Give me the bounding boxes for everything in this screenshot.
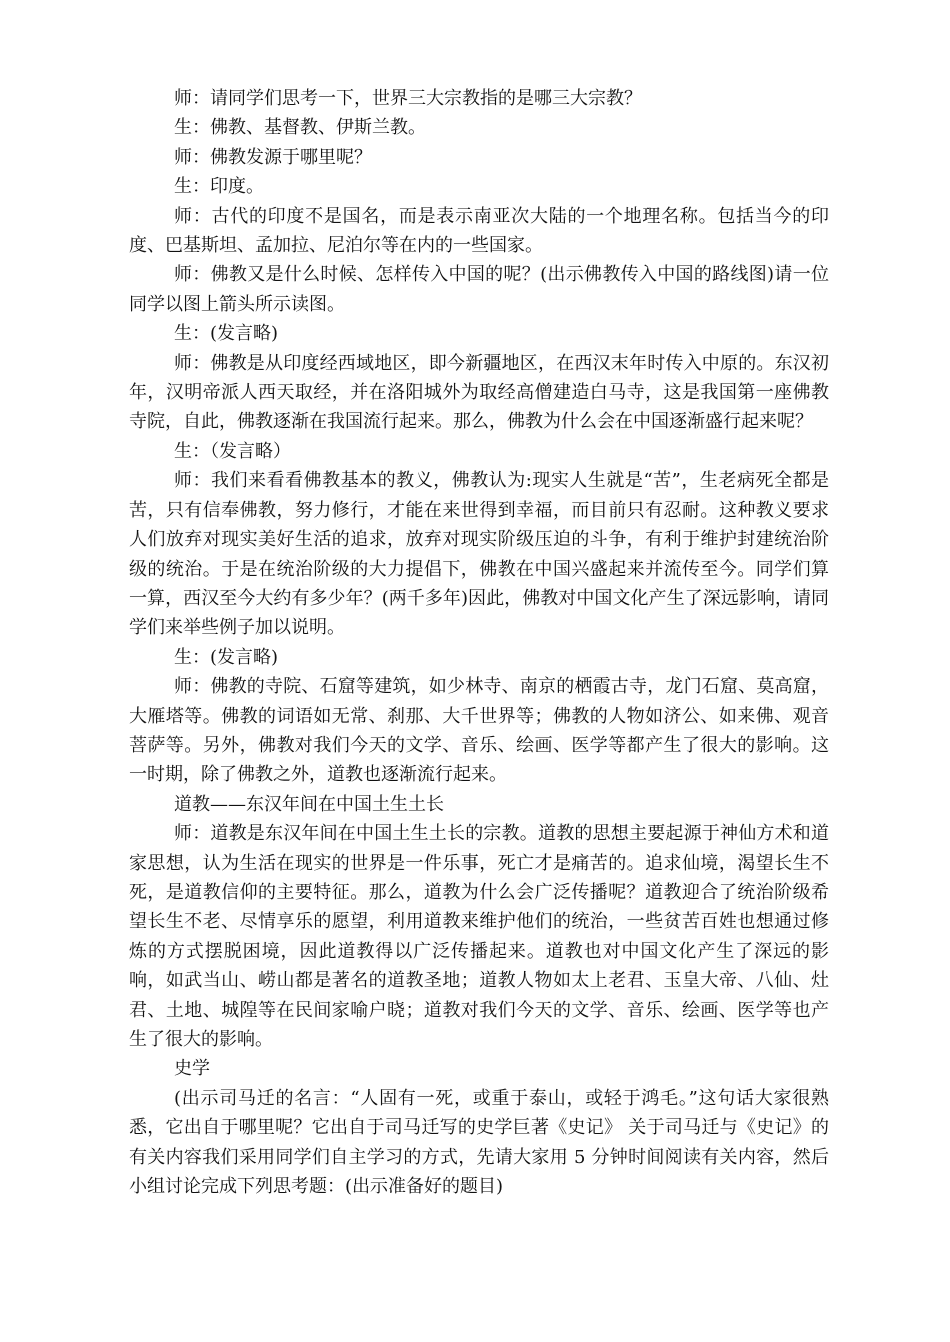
paragraph-student-speech-2: 生：（发言略） — [174, 440, 291, 462]
paragraph-sima-qian-quote: (出示司马迁的名言：“人固有一死，或重于泰山，或轻于鸿毛。”这句话大家很熟悉，它出自于哪里呢？它出自于司马迁写的史学巨著《史记》 关于司马迁与《史记》的有关内容我们采用同学们自主学习的方式，先请大家用 5 分钟时间阅读有关内容，然后小组讨论完成下列思考题：(出示准备好的题目) — [129, 1087, 829, 1198]
paragraph-teacher-spread-route: 师：佛教又是什么时候、怎样传入中国的呢？(出示佛教传入中国的路线图)请一位同学以图上箭头所示读图。 — [129, 264, 829, 315]
section-heading-historiography: 史学 — [174, 1058, 210, 1080]
paragraph-teacher-buddhism-history: 师：佛教是从印度经西域地区，即今新疆地区，在西汉末年时传入中原的。东汉初年，汉明帝派人西天取经，并在洛阳城外为取经高僧建造白马寺，这是我国第一座佛教寺院，自此，佛教逐渐在我国流行起来。那么，佛教为什么会在中国逐渐盛行起来呢？ — [129, 352, 829, 433]
paragraph-student-answer-religions: 生：佛教、基督教、伊斯兰教。 — [174, 117, 426, 139]
document-body — [129, 84, 829, 1201]
paragraph-student-speech-3: 生：(发言略) — [174, 646, 279, 668]
paragraph-teacher-question-origin: 师：佛教发源于哪里呢？ — [174, 146, 372, 168]
paragraph-teacher-question-religions: 师：请同学们思考一下，世界三大宗教指的是哪三大宗教？ — [174, 88, 642, 109]
paragraph-teacher-ancient-india: 师：古代的印度不是国名，而是表示南亚次大陆的一个地理名称。包括当今的印度、巴基斯坦、孟加拉、尼泊尔等在内的一些国家。 — [129, 205, 829, 257]
paragraph-teacher-taoism: 师：道教是东汉年间在中国土生土长的宗教。道教的思想主要起源于神仙方术和道家思想，认为生活在现实的世界是一件乐事，死亡才是痛苦的。追求仙境，渴望长生不死，是道教信仰的主要特征。那么，道教为什么会广泛传播呢？道教迎合了统治阶级希望长生不老、尽情享乐的愿望，利用道教来维护他们的统治，一些贫苦百姓也想通过修炼的方式摆脱困境，因此道教得以广泛传播起来。道教也对中国文化产生了深远的影响，如武当山、崂山都是著名的道教圣地；道教人物如太上老君、玉皇大帝、八仙、灶君、土地、城隍等在民间家喻户晓；道教对我们今天的文学、音乐、绘画、医学等也产生了很大的影响。 — [129, 823, 829, 1050]
section-heading-taoism: 道教——东汉年间在中国土生土长 — [174, 793, 444, 815]
paragraph-student-speech-1: 生：(发言略) — [174, 323, 279, 345]
paragraph-student-answer-india: 生：印度。 — [174, 176, 264, 198]
paragraph-teacher-buddhism-influence: 师：佛教的寺院、石窟等建筑，如少林寺、南京的栖霞古寺，龙门石窟、莫高窟，大雁塔等。佛教的词语如无常、刹那、大千世界等；佛教的人物如济公、如来佛、观音菩萨等。另外，佛教对我们今天的文学、音乐、绘画、医学等都产生了很大的影响。这一时期，除了佛教之外，道教也逐渐流行起来。 — [129, 676, 829, 786]
paragraph-teacher-buddhism-doctrine: 师：我们来看看佛教基本的教义，佛教认为:现实人生就是“苦”，生老病死全都是苦，只有信奉佛教，努力修行，才能在来世得到幸福，而目前只有忍耐。这种教义要求人们放弃对现实美好生活的追求，放弃对现实阶级压迫的斗争，有利于维护封建统治阶级的统治。于是在统治阶级的大力提倡下，佛教在中国兴盛起来并流传至今。同学们算一算，西汉至今大约有多少年？(两千多年)因此，佛教对中国文化产生了深远影响，请同学们来举些例子加以说明。 — [129, 470, 829, 639]
